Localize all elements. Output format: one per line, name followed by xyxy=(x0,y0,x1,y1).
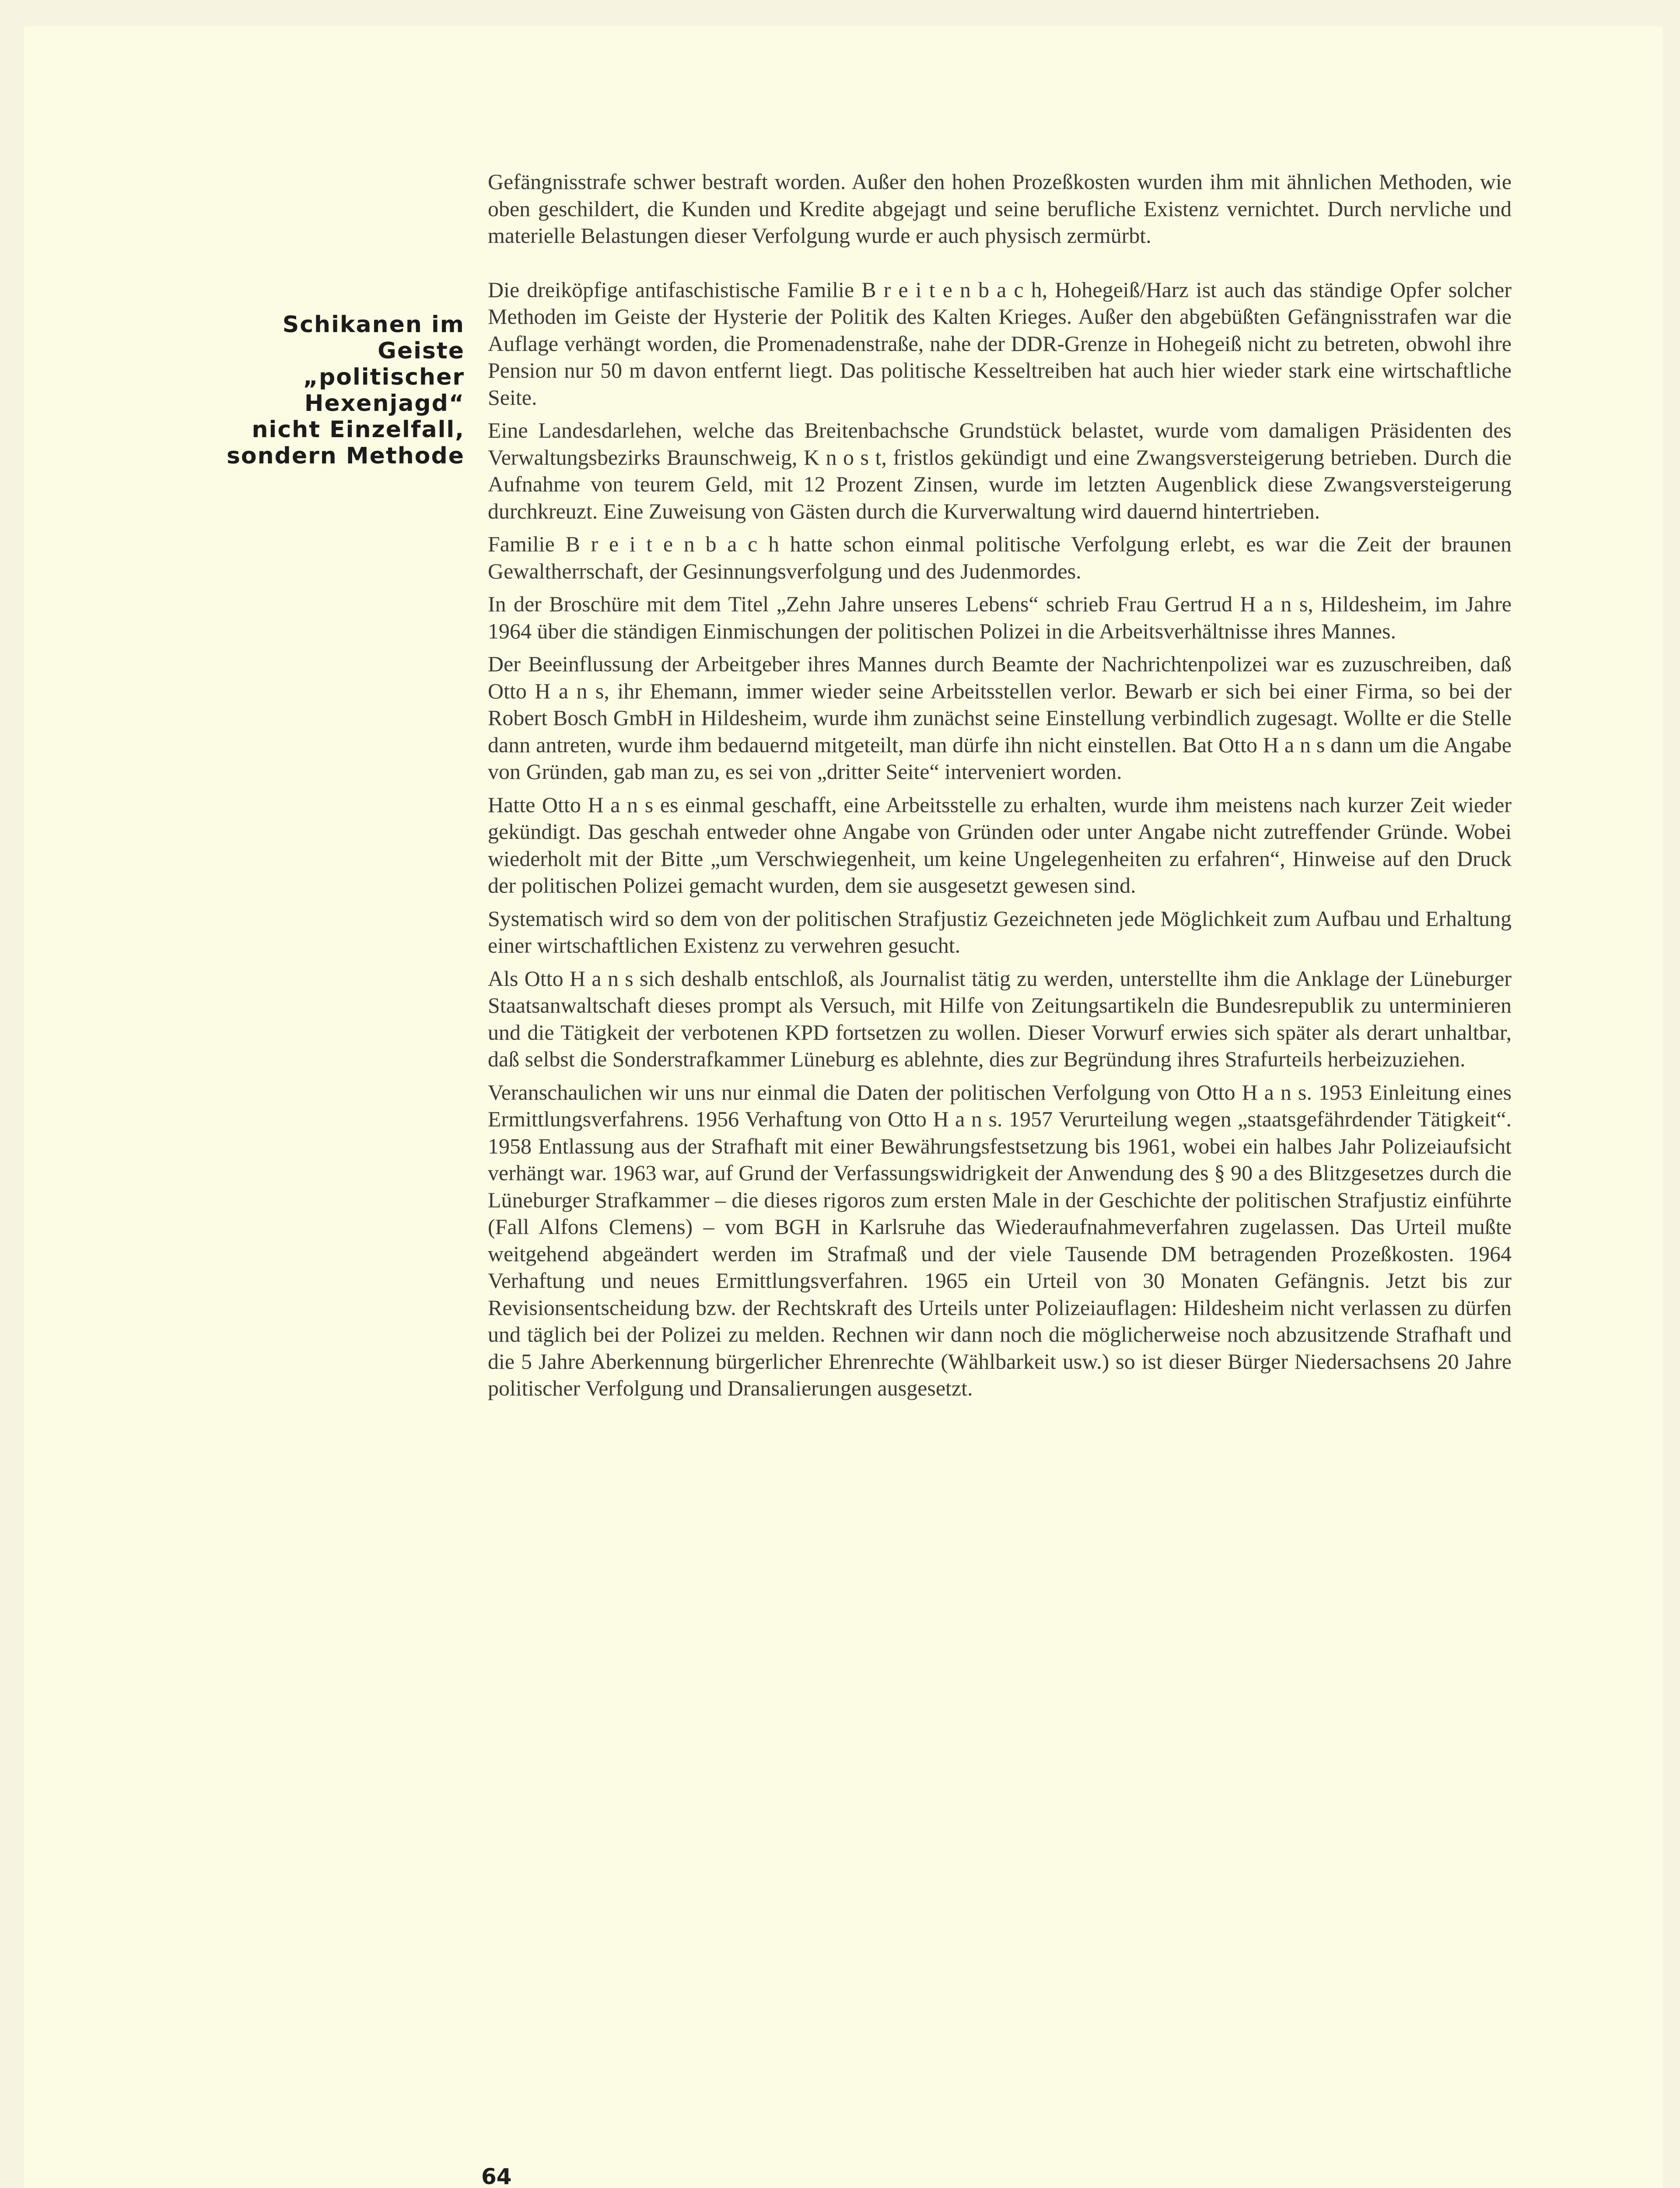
sidebar-heading-line: nicht Einzelfall, xyxy=(252,417,465,443)
paragraph: Gefängnisstrafe schwer bestraft worden. Außer den hohen Prozeßkosten wurden ihm mit ähnlichen Methoden, wie oben geschildert, die Kunden und Kredite abgejagt und seine berufliche Existenz vernichtet. Durch nervliche und materielle Belastungen dieser Verfolgung wurde er auch physisch zermürbt. xyxy=(488,169,1512,248)
paragraph: Hatte Otto H a n s es einmal geschafft, eine Arbeitsstelle zu erhalten, wurde ihm meistens nach kurzer Zeit wieder gekündigt. Das geschah entweder ohne Angabe von Gründen oder unter Angabe nicht zutreffender Gründe. Wobei wiederholt mit der Bitte „um Verschwiegenheit, um keine Ungelegenheiten zu erfahren“, Hinweise auf den Druck der politischen Polizei gemacht wurden, dem sie ausgesetzt gewesen sind. xyxy=(488,792,1512,898)
paragraph: Eine Landesdarlehen, welche das Breitenbachsche Grundstück belastet, wurde vom damaligen Präsidenten des Verwaltungsbezirks Braunschweig, K n o s t, fristlos gekündigt und eine Zwangsversteigerung betrieben. Durch die Aufnahme von teurem Geld, mit 12 Prozent Zinsen, wurde im letzten Augenblick diese Zwangsversteigerung durchkreuzt. Eine Zuweisung von Gästen durch die Kurverwaltung wird dauernd hintertrieben. xyxy=(488,418,1512,523)
sidebar-heading-line: Schikanen im xyxy=(282,312,465,338)
paragraph: Der Beeinflussung der Arbeitgeber ihres Mannes durch Beamte der Nachrichtenpolizei war es zuzuschreiben, daß Otto H a n s, ihr Ehemann, immer wieder seine Arbeitsstellen verlor. Bewarb er sich bei einer Firma, so bei der Robert Bosch GmbH in Hildesheim, wurde ihm zunächst seine Einstellung verbindlich zugesagt. Wollte er die Stelle dann antreten, wurde ihm bedauernd mitgeteilt, man dürfe ihn nicht einstellen. Bat Otto H a n s dann um die Angabe von Gründen, gab man zu, es sei von „dritter Seite“ interveniert worden. xyxy=(488,652,1512,784)
paragraph: Familie B r e i t e n b a c h hatte schon einmal politische Verfolgung erlebt, es war die Zeit der braunen Gewaltherrschaft, der Gesinnungsverfolgung und des Judenmordes. xyxy=(488,532,1512,583)
paragraph: Systematisch wird so dem von der politischen Strafjustiz Gezeichneten jede Möglichkeit zum Aufbau und Erhaltung einer wirtschaftlichen Existenz zu verwehren gesucht. xyxy=(488,906,1512,957)
sidebar-heading xyxy=(158,312,465,469)
sidebar-heading-line: Geiste xyxy=(378,338,465,364)
sidebar-heading-line: „politischer xyxy=(303,364,465,390)
body-text xyxy=(488,168,1512,1408)
paragraph: Als Otto H a n s sich deshalb entschloß, als Journalist tätig zu werden, unterstellte ihm die Anklage der Lüneburger Staatsanwaltschaft dieses prompt als Versuch, mit Hilfe von Zeitungsartikeln die Bundesrepublik zu unterminieren und die Tätigkeit der verbotenen KPD fortsetzen zu wollen. Dieser Vorwurf erwies sich später als derart unhaltbar, daß selbst die Sonderstrafkammer Lüneburg es ablehnte, dies zur Begründung ihres Strafurteils herbeizuziehen. xyxy=(488,966,1512,1071)
paragraph: Die dreiköpfige antifaschistische Familie B r e i t e n b a c h, Hohegeiß/Harz ist auch das ständige Opfer solcher Methoden im Geiste der Hysterie der Politik des Kalten Krieges. Außer den abgebüßten Gefängnisstrafen war die Auflage verhängt worden, die Promenadenstraße, nahe der DDR-Grenze in Hohegeiß nicht zu betreten, obwohl ihre Pension nur 50 m davon entfernt liegt. Das politische Kesseltreiben hat auch hier wieder stark eine wirtschaftliche Seite. xyxy=(488,277,1512,410)
sidebar-heading-line: sondern Methode xyxy=(226,443,465,469)
sidebar-heading-line: Hexenjagd“ xyxy=(304,390,465,417)
paragraph: Veranschaulichen wir uns nur einmal die Daten der politischen Verfolgung von Otto H a n s. 1953 Einleitung eines Ermittlungsverfahrens. 1956 Verhaftung von Otto H a n s. 1957 Verurteilung wegen „staatsgefährdender Tätigkeit“. 1958 Entlassung aus der Strafhaft mit einer Bewährungsfestsetzung bis 1961, wobei ein halbes Jahr Polizeiaufsicht verhängt war. 1963 war, auf Grund der Verfassungswidrigkeit der Anwendung des § 90 a des Blitzgesetzes durch die Lüneburger Strafkammer – die dieses rigoros zum ersten Male in der Geschichte der politischen Strafjustiz einführte (Fall Alfons Clemens) – vom BGH in Karlsruhe das Wiederaufnahmeverfahren zugelassen. Das Urteil mußte weitgehend abgeändert werden im Strafmaß und der viele Tausende DM betragenden Prozeßkosten. 1964 Verhaftung und neues Ermittlungsverfahren. 1965 ein Urteil von 30 Monaten Gefängnis. Jetzt bis zur Revisionsentscheidung bzw. der Rechtskraft des Urteils unter Polizeiauflagen: Hildesheim nicht verlassen zu dürfen und täglich bei der Polizei zu melden. Rechnen wir dann noch die möglicherweise noch abzusitzende Strafhaft und die 5 Jahre Aberkennung bürgerlicher Ehrenrechte (Wählbarkeit usw.) so ist dieser Bürger Niedersachsens 20 Jahre politischer Verfolgung und Dransalierungen ausgesetzt. xyxy=(488,1080,1512,1400)
paragraph: In der Broschüre mit dem Titel „Zehn Jahre unseres Lebens“ schrieb Frau Gertrud H a n s, Hildesheim, im Jahre 1964 über die ständigen Einmischungen der politischen Polizei in die Arbeitsverhältnisse ihres Mannes. xyxy=(488,592,1512,643)
page-number: 64 xyxy=(481,2164,512,2188)
